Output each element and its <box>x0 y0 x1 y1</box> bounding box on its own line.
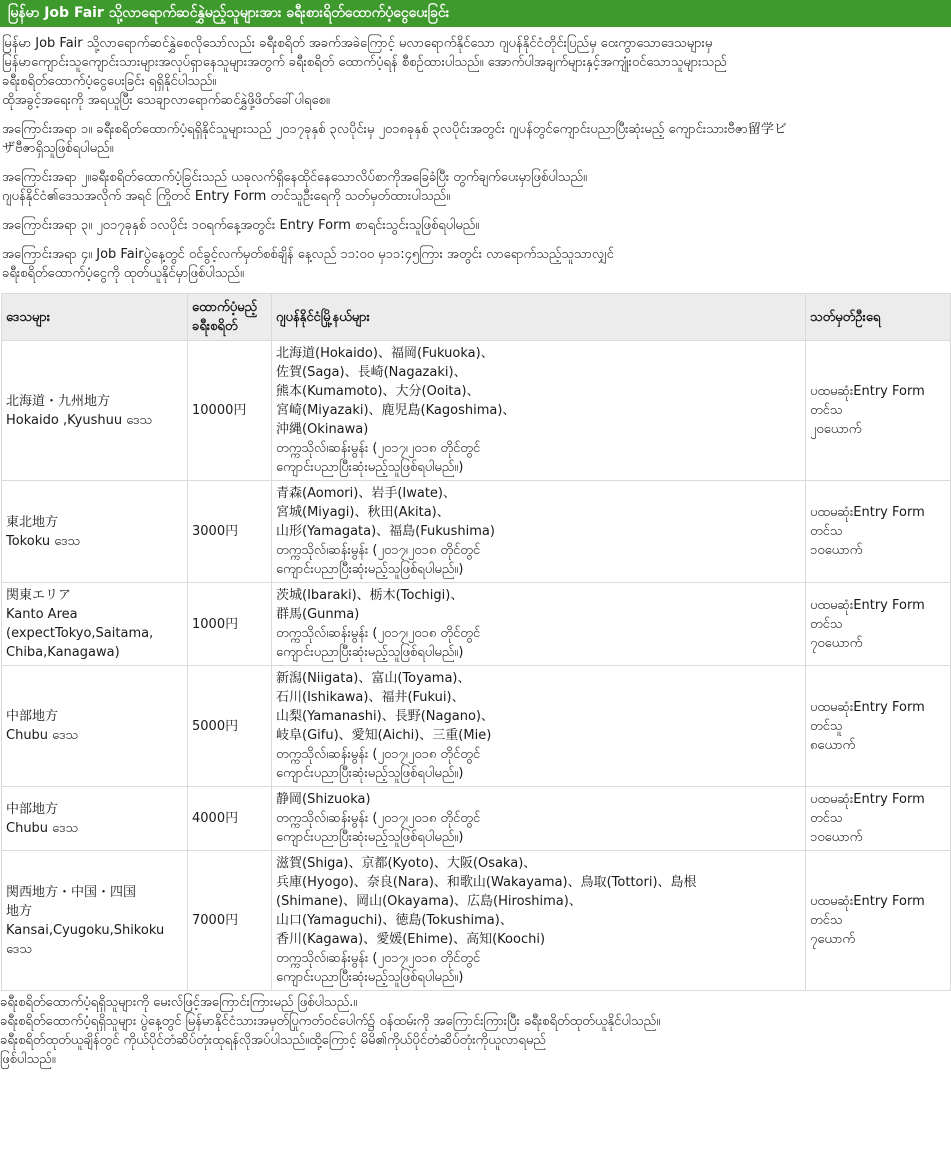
quota-cell-line: ၂၀ယောက် <box>810 422 862 437</box>
footer-notes <box>0 993 951 1069</box>
condition-line: အကြောင်းအရာ ၄။ Job Fairပွဲနေ့တွင် ဝင်ခွင့်လက်မှတ်စစ်ချိန် နေ့လည် ၁၁:၀၀ မှ၁၁:၄၅ကြား အတွင်း လာရောက်သည့်သူသာလျှင် <box>2 247 614 262</box>
region-cell-line: 地方 <box>6 903 33 919</box>
region-cell-line: Chubu ဒေသ <box>6 728 79 743</box>
prefectures-cell-line: (Shimane)、岡山(Okayama)、広島(Hiroshima)、 <box>276 894 582 909</box>
table-row <box>2 583 951 666</box>
quota-cell-line: ၈ယောက် <box>810 737 856 753</box>
prefectures-cell-line: တက္ကသိုလ်၊ဆန်းမွန်း (၂၀၁၇၊၂၀၁၈ တိုင်တွင် <box>276 811 481 826</box>
footer-line: ခရီးစရိတ်ထောက်ပံ့ရရှိသူများကို မေးလ်ဖြင့်အကြောင်းကြားမည် ဖြစ်ပါသည်.။ <box>0 995 358 1010</box>
quota-cell-line: ပထမဆုံးEntry Form <box>810 384 925 399</box>
quota-cell-line: တင်သ <box>810 524 843 539</box>
region-cell <box>2 583 188 666</box>
table-row <box>2 341 951 481</box>
prefectures-cell-line: တက္ကသိုလ်၊ဆန်းမွန်း (၂၀၁၇၊၂၀၁၈ တိုင်တွင် <box>276 747 481 762</box>
prefectures-cell-line: တက္ကသိုလ်၊ဆန်းမွန်း (၂၀၁၇၊၂၀၁၈ တိုင်တွင် <box>276 543 481 558</box>
header-amount: ထောက်ပံ့မည့် ခရီးစရိတ် <box>188 294 272 341</box>
prefectures-cell-line: 静岡(Shizuoka) <box>276 792 371 807</box>
condition-line: အကြောင်းအရာ ၃။ ၂၀၁၇ခုနှစ် ၁လပိုင်း ၁၀ရက်နေ့အတွင်း Entry Form စာရင်းသွင်းသူဖြစ်ရပါမည်။ <box>2 218 480 233</box>
prefectures-cell-line: ကျောင်းပညာပြီးဆုံးမည့်သူဖြစ်ရပါမည်။) <box>276 645 464 660</box>
prefectures-cell-line: ကျောင်းပညာပြီးဆုံးမည့်သူဖြစ်ရပါမည်။) <box>276 562 464 577</box>
prefectures-cell-line: 滋賀(Shiga)、京都(Kyoto)、大阪(Osaka)、 <box>276 856 537 871</box>
amount-cell: 4000円 <box>188 787 272 851</box>
prefectures-cell-line: 香川(Kagawa)、愛媛(Ehime)、高知(Koochi) <box>276 932 546 947</box>
intro-line: မြန်မာကျောင်းသူကျောင်းသားများအလုပ်ရှာနေသူများအတွက် ခရီးစရိတ် ထောက်ပံ့ရန် စီစဉ်ထားပါသည်။ အောက်ပါအချက်များနှင့်အကျုံးဝင်သောသူများသည် <box>2 55 727 70</box>
condition-line: အကြောင်းအရာ ၂။ခရီးစရိတ်ထောက်ပံ့ခြင်းသည် ယခုလက်ရှိနေထိုင်နေသောလိပ်စာကိုအခြေခံပြီး တွက်ချက်ပေးမှာဖြစ်ပါသည်။ <box>2 170 587 185</box>
prefectures-cell-line: 兵庫(Hyogo)、奈良(Nara)、和歌山(Wakayama)、鳥取(Tottori)、島根 <box>276 875 697 890</box>
prefectures-cell-line: 沖縄(Okinawa) <box>276 422 369 437</box>
region-cell-line: Kansai,Cyugoku,Shikoku <box>6 922 165 938</box>
region-cell-line: ဒေသ <box>6 941 32 957</box>
prefectures-cell-line: 茨城(Ibaraki)、栃木(Tochigi)、 <box>276 588 464 603</box>
page-banner <box>0 0 951 27</box>
prefectures-cell <box>272 583 806 666</box>
footer-line: ဖြစ်ပါသည်။ <box>0 1052 56 1067</box>
region-cell-line: Kanto Area <box>6 607 78 622</box>
header-prefectures: ဂျပန်နိုင်ငံမြို့နယ်များ <box>272 294 806 341</box>
intro-line: ထိုအခွင့်အရေးကို အရယူပြီး သေချာလာရောက်ဆင်နွှဲဖို့ဖိတ်ခေါ်ပါရစေ။ <box>2 93 330 108</box>
amount-cell: 7000円 <box>188 851 272 991</box>
condition-1 <box>2 120 949 158</box>
prefectures-cell-line: ကျောင်းပညာပြီးဆုံးမည့်သူဖြစ်ရပါမည်။) <box>276 460 464 475</box>
region-subsidy-table <box>1 293 951 991</box>
quota-cell-line: ၁၀ယောက် <box>810 830 863 845</box>
intro-line: မြန်မာ Job Fair သို့လာရောက်ဆင်နွှဲစေလိုသော်လည်း ခရီးစရိတ် အခက်အခဲကြောင့် မလာရောက်နိုင်သော ဂျပန်နိုင်ငံတိုင်းပြည်မှ ဝေးကွာသောဒေသများမှ <box>2 36 713 51</box>
condition-2 <box>2 168 949 206</box>
prefectures-cell-line: 岐阜(Gifu)、愛知(Aichi)、三重(Mie) <box>276 728 492 743</box>
region-cell <box>2 341 188 481</box>
prefectures-cell <box>272 481 806 583</box>
prefectures-cell-line: 北海道(Hokaido)、福岡(Fukuoka)、 <box>276 346 494 361</box>
header-quota: သတ်မှတ်ဦးရေ <box>806 294 951 341</box>
region-cell-line: 北海道・九州地方 <box>6 393 111 409</box>
quota-cell <box>806 481 951 583</box>
region-cell-line: 関東エリア <box>6 588 72 603</box>
amount-cell: 1000円 <box>188 583 272 666</box>
condition-line: အကြောင်းအရာ ၁။ ခရီးစရိတ်ထောက်ပံ့ရရှိနိုင်သူများသည် ၂၀၁၇ခုနှစ် ၃လပိုင်းမှ ၂၀၁၈ခုနှစ် ၃လပိုင်းအတွင်း ဂျပန်တွင်ကျောင်းပညာပြီးဆုံးမည့် ကျောင်းသားဗီဇာ留学ビ <box>2 122 787 137</box>
quota-cell-line: ၇၀ယောက် <box>810 635 863 651</box>
table-header-row <box>2 294 951 341</box>
quota-cell <box>806 787 951 851</box>
region-cell <box>2 851 188 991</box>
quota-cell-line: တင်သ <box>810 403 843 418</box>
quota-cell-line: ပထမဆုံးEntry Form <box>810 894 925 909</box>
prefectures-cell-line: 群馬(Gunma) <box>276 607 360 622</box>
quota-cell <box>806 666 951 787</box>
prefectures-cell-line: 山梨(Yamanashi)、長野(Nagano)、 <box>276 709 494 724</box>
prefectures-cell-line: 宮崎(Miyazaki)、鹿児島(Kagoshima)、 <box>276 403 516 418</box>
quota-cell-line: ပထမဆုံးEntry Form <box>810 597 925 613</box>
quota-cell-line: ပထမဆုံးEntry Form <box>810 699 925 715</box>
prefectures-cell-line: 石川(Ishikawa)、福井(Fukui)、 <box>276 690 465 705</box>
quota-cell <box>806 851 951 991</box>
condition-line: ザဗီဇာရှိသူဖြစ်ရပါမည်။ <box>2 141 114 156</box>
region-cell-line: Tokoku ဒေသ <box>6 533 81 549</box>
region-cell <box>2 666 188 787</box>
condition-line: ခရီးစရိတ်ထောက်ပံ့ငွေကို ထုတ်ယူနိုင်မှာဖြစ်ပါသည်။ <box>2 266 244 281</box>
quota-cell-line: တင်သူ <box>810 718 843 734</box>
intro-line: ခရီးစရိတ်ထောက်ပံ့ငွေပေးခြင်း ရရှိနိုင်ပါသည်။ <box>2 74 217 89</box>
quota-cell-line: ပထမဆုံးEntry Form <box>810 505 925 520</box>
prefectures-cell-line: 山口(Yamaguchi)、徳島(Tokushima)、 <box>276 913 513 928</box>
prefectures-cell-line: 宮城(Miyagi)、秋田(Akita)、 <box>276 505 450 520</box>
region-cell-line: 中部地方 <box>6 801 59 817</box>
region-cell-line: 東北地方 <box>6 514 59 530</box>
footer-line: ခရီးစရိတ်ထုတ်ယူချိန်တွင် ကိုယ်ပိုင်တံဆိပ်တုံးထုရန်လိုအပ်ပါသည်။ထို့ကြောင့် မိမိ၏ကိုယ်ပိုင်တံဆိပ်တုံးကိုယူလာရမည် <box>0 1033 546 1048</box>
quota-cell <box>806 341 951 481</box>
quota-cell-line: ၁၀ယောက် <box>810 543 863 558</box>
quota-cell-line: တင်သ <box>810 811 843 826</box>
amount-cell: 3000円 <box>188 481 272 583</box>
table-body <box>2 341 951 991</box>
region-cell-line: Chubu ဒေသ <box>6 820 79 836</box>
table-row <box>2 851 951 991</box>
amount-cell: 10000円 <box>188 341 272 481</box>
prefectures-cell-line: ကျောင်းပညာပြီးဆုံးမည့်သူဖြစ်ရပါမည်။) <box>276 970 464 985</box>
prefectures-cell <box>272 666 806 787</box>
condition-3 <box>2 216 949 235</box>
header-region: ဒေသများ <box>2 294 188 341</box>
amount-cell: 5000円 <box>188 666 272 787</box>
quota-cell-line: တင်သ <box>810 913 843 928</box>
table-row <box>2 666 951 787</box>
condition-line: ဂျပန်နိုင်ငံ၏ဒေသအလိုက် အရင် ကြိုတင် Entry Form တင်သူဦးရေကို သတ်မှတ်ထားပါသည်။ <box>2 189 451 204</box>
table-row <box>2 481 951 583</box>
quota-cell-line: တင်သ <box>810 616 843 632</box>
region-cell-line: (expectTokyo,Saitama, <box>6 626 154 641</box>
quota-cell <box>806 583 951 666</box>
prefectures-cell <box>272 851 806 991</box>
prefectures-cell-line: 佐賀(Saga)、長崎(Nagazaki)、 <box>276 365 467 380</box>
prefectures-cell-line: ကျောင်းပညာပြီးဆုံးမည့်သူဖြစ်ရပါမည်။) <box>276 830 464 845</box>
prefectures-cell <box>272 341 806 481</box>
prefectures-cell-line: 新潟(Niigata)、富山(Toyama)、 <box>276 671 471 686</box>
page-content <box>0 34 951 283</box>
region-cell <box>2 787 188 851</box>
table-row <box>2 787 951 851</box>
quota-cell-line: ပထမဆုံးEntry Form <box>810 792 925 807</box>
quota-cell-line: ၇ယောက် <box>810 932 856 947</box>
region-cell-line: Chiba,Kanagawa) <box>6 645 120 660</box>
condition-4 <box>2 245 949 283</box>
footer-line: ခရီးစရိတ်ထောက်ပံ့ရရှိသူများ ပွဲနေ့တွင် မြန်မာနိုင်ငံသားအမှတ်ပြုကတ်ဝင်ပေါက်၌ ဝန်ထမ်းကို အကြောင်းကြားပြီး ခရီးစရိတ်ထုတ်ယူနိုင်ပါသည်။ <box>0 1014 661 1029</box>
prefectures-cell-line: တက္ကသိုလ်၊ဆန်းမွန်း (၂၀၁၇၊၂၀၁၈ တိုင်တွင် <box>276 441 481 456</box>
region-cell-line: 中部地方 <box>6 709 59 724</box>
region-cell <box>2 481 188 583</box>
prefectures-cell-line: တက္ကသိုလ်၊ဆန်းမွန်း (၂၀၁၇၊၂၀၁၈ တိုင်တွင် <box>276 951 481 966</box>
prefectures-cell <box>272 787 806 851</box>
prefectures-cell-line: တက္ကသိုလ်၊ဆန်းမွန်း (၂၀၁၇၊၂၀၁၈ တိုင်တွင် <box>276 626 481 641</box>
region-cell-line: 関西地方・中国・四国 <box>6 884 137 900</box>
prefectures-cell-line: 山形(Yamagata)、福島(Fukushima) <box>276 524 495 539</box>
prefectures-cell-line: 青森(Aomori)、岩手(Iwate)、 <box>276 486 457 501</box>
prefectures-cell-line: 熊本(Kumamoto)、大分(Ooita)、 <box>276 384 480 399</box>
prefectures-cell-line: ကျောင်းပညာပြီးဆုံးမည့်သူဖြစ်ရပါမည်။) <box>276 766 464 781</box>
banner-title: မြန်မာ Job Fair သို့လာရောက်ဆင်နွှဲမည့်သူများအား ခရီးစားရိတ်ထောက်ပံ့ငွေပေးခြင်း <box>8 5 450 21</box>
intro-paragraph <box>2 34 949 110</box>
region-cell-line: Hokaido ,Kyushuu ဒေသ <box>6 412 153 428</box>
